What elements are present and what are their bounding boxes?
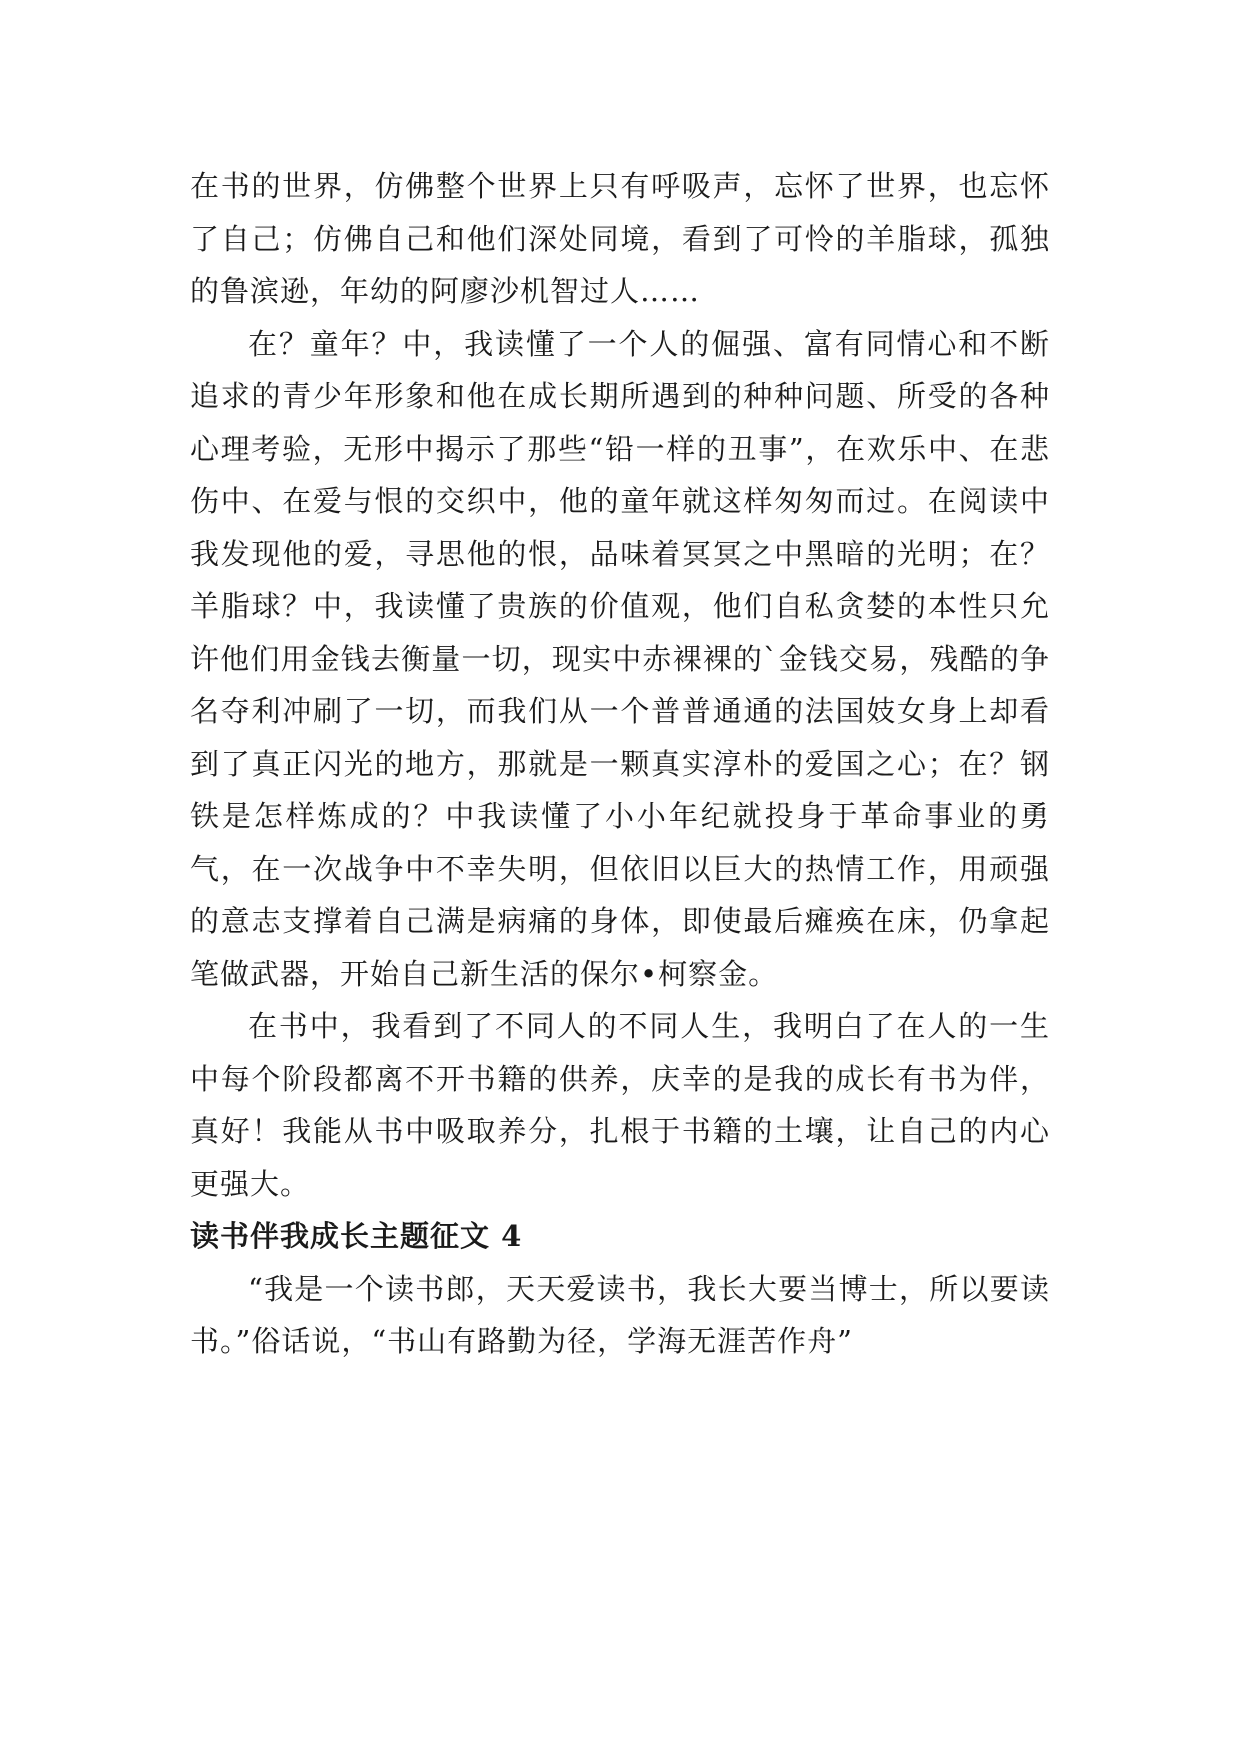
paragraph-growing-with-books: 在书中，我看到了不同人的不同人生，我明白了在人的一生中每个阶段都离不开书籍的供养，庆幸的是我的成长有书为伴，真好！我能从书中吸取养分，扎根于书籍的土壤，让自己的内心更强大。 [190, 1009, 1050, 1201]
paragraph-book-reviews: 在？童年？中，我读懂了一个人的倔强、富有同情心和不断追求的青少年形象和他在成长期所遇到的种种问题、所受的各种心理考验，无形中揭示了那些“铅一样的丑事”，在欢乐中、在悲伤中、在爱与恨的交织中，他的童年就这样匆匆而过。在阅读中我发现他的爱，寻思他的恨，品味着冥冥之中黑暗的光明；在？羊脂球？中，我读懂了贵族的价值观，他们自私贪婪的本性只允许他们用金钱去衡量一切，现实中赤裸裸的`金钱交易，残酷的争名夺利冲刷了一切，而我们从一个普普通通的法国妓女身上却看到了真正闪光的地方，那就是一颗真实淳朴的爱国之心；在？钢铁是怎样炼成的？中我读懂了小小年纪就投身于革命事业的勇气，在一次战争中不幸失明，但依旧以巨大的热情工作，用顽强的意志支撑着自己满是病痛的身体，即使最后瘫痪在床，仍拿起笔做武器，开始自己新生活的保尔•柯察金。 [190, 326, 1050, 991]
paragraph-essay-opening: “我是一个读书郎，天天爱读书，我长大要当博士，所以要读书。”俗话说，“书山有路勤为径，学海无涯苦作舟” [190, 1271, 1050, 1358]
document-body [190, 160, 1050, 1368]
section-heading: 读书伴我成长主题征文 4 [190, 1219, 523, 1253]
paragraph-reading-world: 在书的世界，仿佛整个世界上只有呼吸声，忘怀了世界，也忘怀了自己；仿佛自己和他们深处同境，看到了可怜的羊脂球，孤独的鲁滨逊，年幼的阿廖沙机智过人…… [190, 169, 1050, 308]
